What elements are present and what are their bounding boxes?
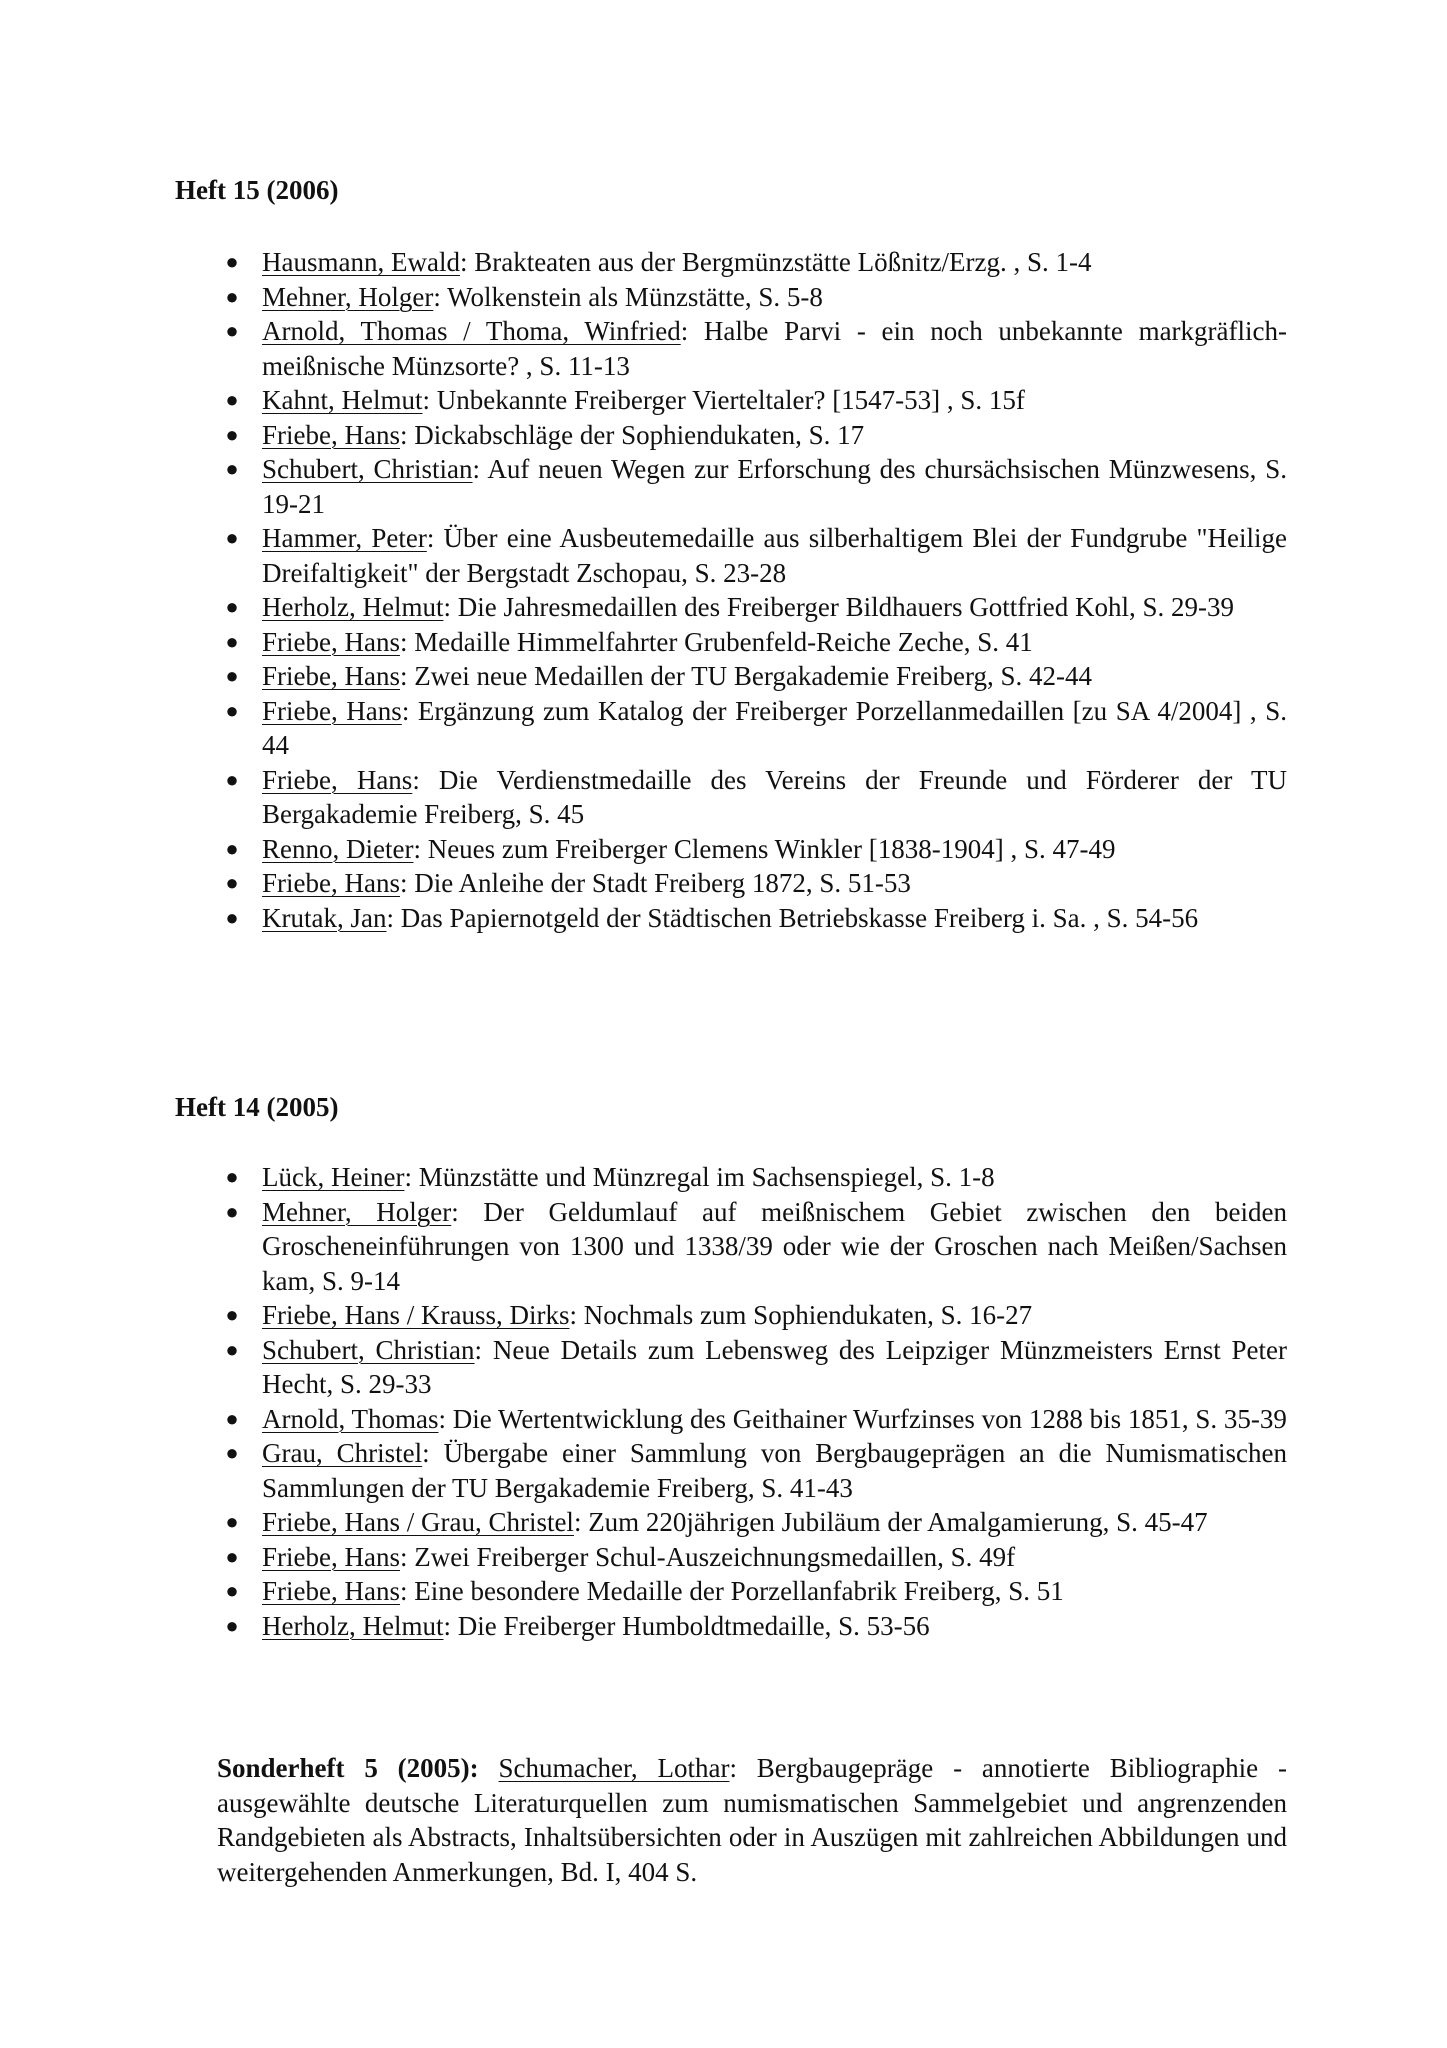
bullet-icon: ● bbox=[225, 421, 239, 447]
list-item bbox=[0, 694, 1287, 763]
entry-text: : Neues zum Freiberger Clemens Winkler [1838-1904] , S. 47-49 bbox=[413, 833, 1116, 864]
section-heading-heft-15: Heft 15 (2006) bbox=[175, 175, 339, 205]
entry-text: : Medaille Himmelfahrter Grubenfeld-Reiche Zeche, S. 41 bbox=[399, 626, 1033, 657]
bullet-icon: ● bbox=[225, 283, 239, 309]
entry-text: : Übergabe einer Sammlung von Bergbaugeprägen an die Numismatischen Sammlungen der TU Bergakademie Freiberg, S. 41-43 bbox=[262, 1438, 1287, 1503]
entry-text: : Zwei neue Medaillen der TU Bergakademie Freiberg, S. 42-44 bbox=[399, 661, 1093, 691]
author-name: Friebe, Hans bbox=[262, 1541, 400, 1572]
bullet-icon: ● bbox=[225, 1440, 239, 1465]
entry-text: : Die Verdienstmedaille des Vereins der Freunde und Förderer der TU Bergakademie Freiberg, S. 45 bbox=[262, 764, 1288, 829]
bullet-icon: ● bbox=[225, 387, 239, 412]
author-name: Renno, Dieter bbox=[262, 833, 414, 864]
bullet-icon: ● bbox=[225, 1612, 239, 1638]
bullet-icon: ● bbox=[225, 318, 239, 343]
bullet-icon: ● bbox=[225, 1336, 239, 1362]
section-heading-heft-14: Heft 14 (2005) bbox=[175, 1092, 339, 1122]
entry-text: : Neue Details zum Lebensweg des Leipziger Münzmeisters Ernst Peter Hecht, S. 29-33 bbox=[262, 1334, 1287, 1399]
author-name: Friebe, Hans / Grau, Christel bbox=[262, 1507, 574, 1537]
list-item bbox=[0, 1540, 1287, 1575]
author-name: Friebe, Hans bbox=[262, 626, 400, 657]
sonderheft-paragraph bbox=[217, 1751, 1287, 1889]
entry-text: : Zwei Freiberger Schul-Auszeichnungsmedaillen, S. 49f bbox=[399, 1541, 1016, 1572]
entry-list-heft-14 bbox=[0, 1160, 1287, 1643]
list-item bbox=[0, 280, 1287, 315]
bullet-icon: ● bbox=[225, 870, 239, 895]
list-item bbox=[0, 625, 1287, 660]
entry-text: : Das Papiernotgeld der Städtischen Betriebskasse Freiberg i. Sa. , S. 54-56 bbox=[386, 902, 1199, 933]
author-name: Friebe, Hans bbox=[262, 1576, 400, 1606]
author-name: Grau, Christel bbox=[262, 1438, 423, 1468]
author-name: Mehner, Holger bbox=[262, 281, 434, 312]
list-item bbox=[0, 1436, 1287, 1505]
author-name: Schubert, Christian bbox=[262, 454, 473, 484]
author-name: Hammer, Peter bbox=[262, 523, 427, 553]
list-item bbox=[0, 314, 1287, 383]
entry-text: : Nochmals zum Sophiendukaten, S. 16-27 bbox=[569, 1300, 1033, 1330]
list-item bbox=[0, 590, 1287, 625]
author-name: Kahnt, Helmut bbox=[262, 385, 423, 415]
list-item bbox=[0, 1195, 1287, 1299]
bullet-icon: ● bbox=[225, 1509, 239, 1534]
author-name: Lück, Heiner bbox=[262, 1162, 405, 1192]
entry-text: : Dickabschläge der Sophiendukaten, S. 17 bbox=[399, 419, 865, 450]
bullet-icon: ● bbox=[225, 525, 239, 550]
author-name: Friebe, Hans bbox=[262, 661, 400, 691]
bullet-icon: ● bbox=[225, 249, 239, 274]
entry-text: : Die Freiberger Humboldtmedaille, S. 53-56 bbox=[443, 1610, 930, 1641]
list-item bbox=[0, 245, 1287, 280]
bullet-icon: ● bbox=[225, 1302, 239, 1327]
author-name: Hausmann, Ewald bbox=[262, 247, 460, 277]
author-name: Friebe, Hans bbox=[262, 764, 413, 795]
list-item bbox=[0, 452, 1287, 521]
list-item bbox=[0, 1402, 1287, 1437]
entry-text: : Eine besondere Medaille der Porzellanfabrik Freiberg, S. 51 bbox=[399, 1576, 1064, 1606]
author-name: Herholz, Helmut bbox=[262, 592, 444, 622]
author-name: Friebe, Hans bbox=[262, 868, 400, 898]
entry-text: : Über eine Ausbeutemedaille aus silberhaltigem Blei der Fundgrube "Heilige Dreifaltigkeit" der Bergstadt Zschopau, S. 23-28 bbox=[262, 523, 1288, 588]
list-item bbox=[0, 383, 1287, 418]
list-item bbox=[0, 1298, 1287, 1333]
entry-text: : Münzstätte und Münzregal im Sachsenspiegel, S. 1-8 bbox=[404, 1162, 995, 1192]
entry-text: : Auf neuen Wegen zur Erforschung des chursächsischen Münzwesens, S. 19-21 bbox=[262, 454, 1287, 519]
bullet-icon: ● bbox=[225, 766, 239, 792]
list-item bbox=[0, 901, 1287, 936]
list-item bbox=[0, 1574, 1287, 1609]
sonderheft-separator: : bbox=[469, 1753, 499, 1783]
bullet-icon: ● bbox=[225, 594, 239, 619]
entry-text: : Ergänzung zum Katalog der Freiberger Porzellanmedaillen [zu SA 4/2004] , S. 44 bbox=[262, 695, 1288, 760]
list-item bbox=[0, 763, 1287, 832]
entry-text: : Die Wertentwicklung des Geithainer Wurfzinses von 1288 bis 1851, S. 35-39 bbox=[438, 1403, 1287, 1434]
bullet-icon: ● bbox=[225, 628, 239, 654]
bullet-icon: ● bbox=[225, 1198, 239, 1224]
author-name: Friebe, Hans bbox=[262, 419, 400, 450]
entry-text: : Brakteaten aus der Bergmünzstätte Lößnitz/Erzg. , S. 1-4 bbox=[459, 247, 1092, 277]
bullet-icon: ● bbox=[225, 697, 239, 723]
entry-text: : Die Anleihe der Stadt Freiberg 1872, S. 51-53 bbox=[399, 868, 911, 898]
bullet-icon: ● bbox=[225, 663, 239, 688]
list-item bbox=[0, 521, 1287, 590]
list-item bbox=[0, 418, 1287, 453]
entry-text: : Bergbaugepräge - annotierte Bibliographie - ausgewählte deutsche Literaturquellen zum numismatischen Sammelgebiet und angrenzenden Randgebieten als Abstracts, Inhaltsübersichten oder in Auszügen mit zahlreichen Abbildungen und weitergehenden Anmerkungen, Bd. I, 404 S. bbox=[217, 1753, 1287, 1887]
bullet-icon: ● bbox=[225, 1164, 239, 1189]
entry-list-heft-15 bbox=[0, 245, 1287, 935]
bullet-icon: ● bbox=[225, 1578, 239, 1603]
list-item bbox=[0, 866, 1287, 901]
author-name: Herholz, Helmut bbox=[262, 1610, 444, 1641]
author-name: Schumacher, Lothar bbox=[498, 1753, 730, 1783]
author-name: Arnold, Thomas bbox=[262, 1403, 439, 1434]
entry-text: : Die Jahresmedaillen des Freiberger Bildhauers Gottfried Kohl, S. 29-39 bbox=[443, 592, 1235, 622]
bullet-icon: ● bbox=[225, 904, 239, 930]
author-name: Friebe, Hans bbox=[262, 695, 402, 726]
author-name: Mehner, Holger bbox=[262, 1196, 452, 1227]
author-name: Schubert, Christian bbox=[262, 1334, 475, 1365]
sonderheft-label: Sonderheft 5 (2005) bbox=[217, 1753, 470, 1783]
bullet-icon: ● bbox=[225, 1543, 239, 1569]
bullet-icon: ● bbox=[225, 456, 239, 481]
list-item bbox=[0, 1333, 1287, 1402]
entry-text: : Wolkenstein als Münzstätte, S. 5-8 bbox=[433, 281, 823, 312]
list-item bbox=[0, 659, 1287, 694]
entry-text: : Der Geldumlauf auf meißnischem Gebiet zwischen den beiden Groscheneinführungen von 1300 und 1338/39 oder wie der Groschen nach Meißen/Sachsen kam, S. 9-14 bbox=[262, 1196, 1287, 1296]
bullet-icon: ● bbox=[225, 835, 239, 861]
entry-text: : Unbekannte Freiberger Vierteltaler? [1547-53] , S. 15f bbox=[422, 385, 1025, 415]
list-item bbox=[0, 1609, 1287, 1644]
bullet-icon: ● bbox=[225, 1405, 239, 1431]
entry-text: : Zum 220jährigen Jubiläum der Amalgamierung, S. 45-47 bbox=[573, 1507, 1208, 1537]
list-item bbox=[0, 832, 1287, 867]
list-item bbox=[0, 1160, 1287, 1195]
list-item bbox=[0, 1505, 1287, 1540]
author-name: Friebe, Hans / Krauss, Dirks bbox=[262, 1300, 570, 1330]
author-name: Krutak, Jan bbox=[262, 902, 387, 933]
author-name: Arnold, Thomas / Thoma, Winfried bbox=[262, 316, 681, 346]
entry-text: : Halbe Parvi - ein noch unbekannte markgräflich-meißnische Münzsorte? , S. 11-13 bbox=[262, 316, 1287, 381]
